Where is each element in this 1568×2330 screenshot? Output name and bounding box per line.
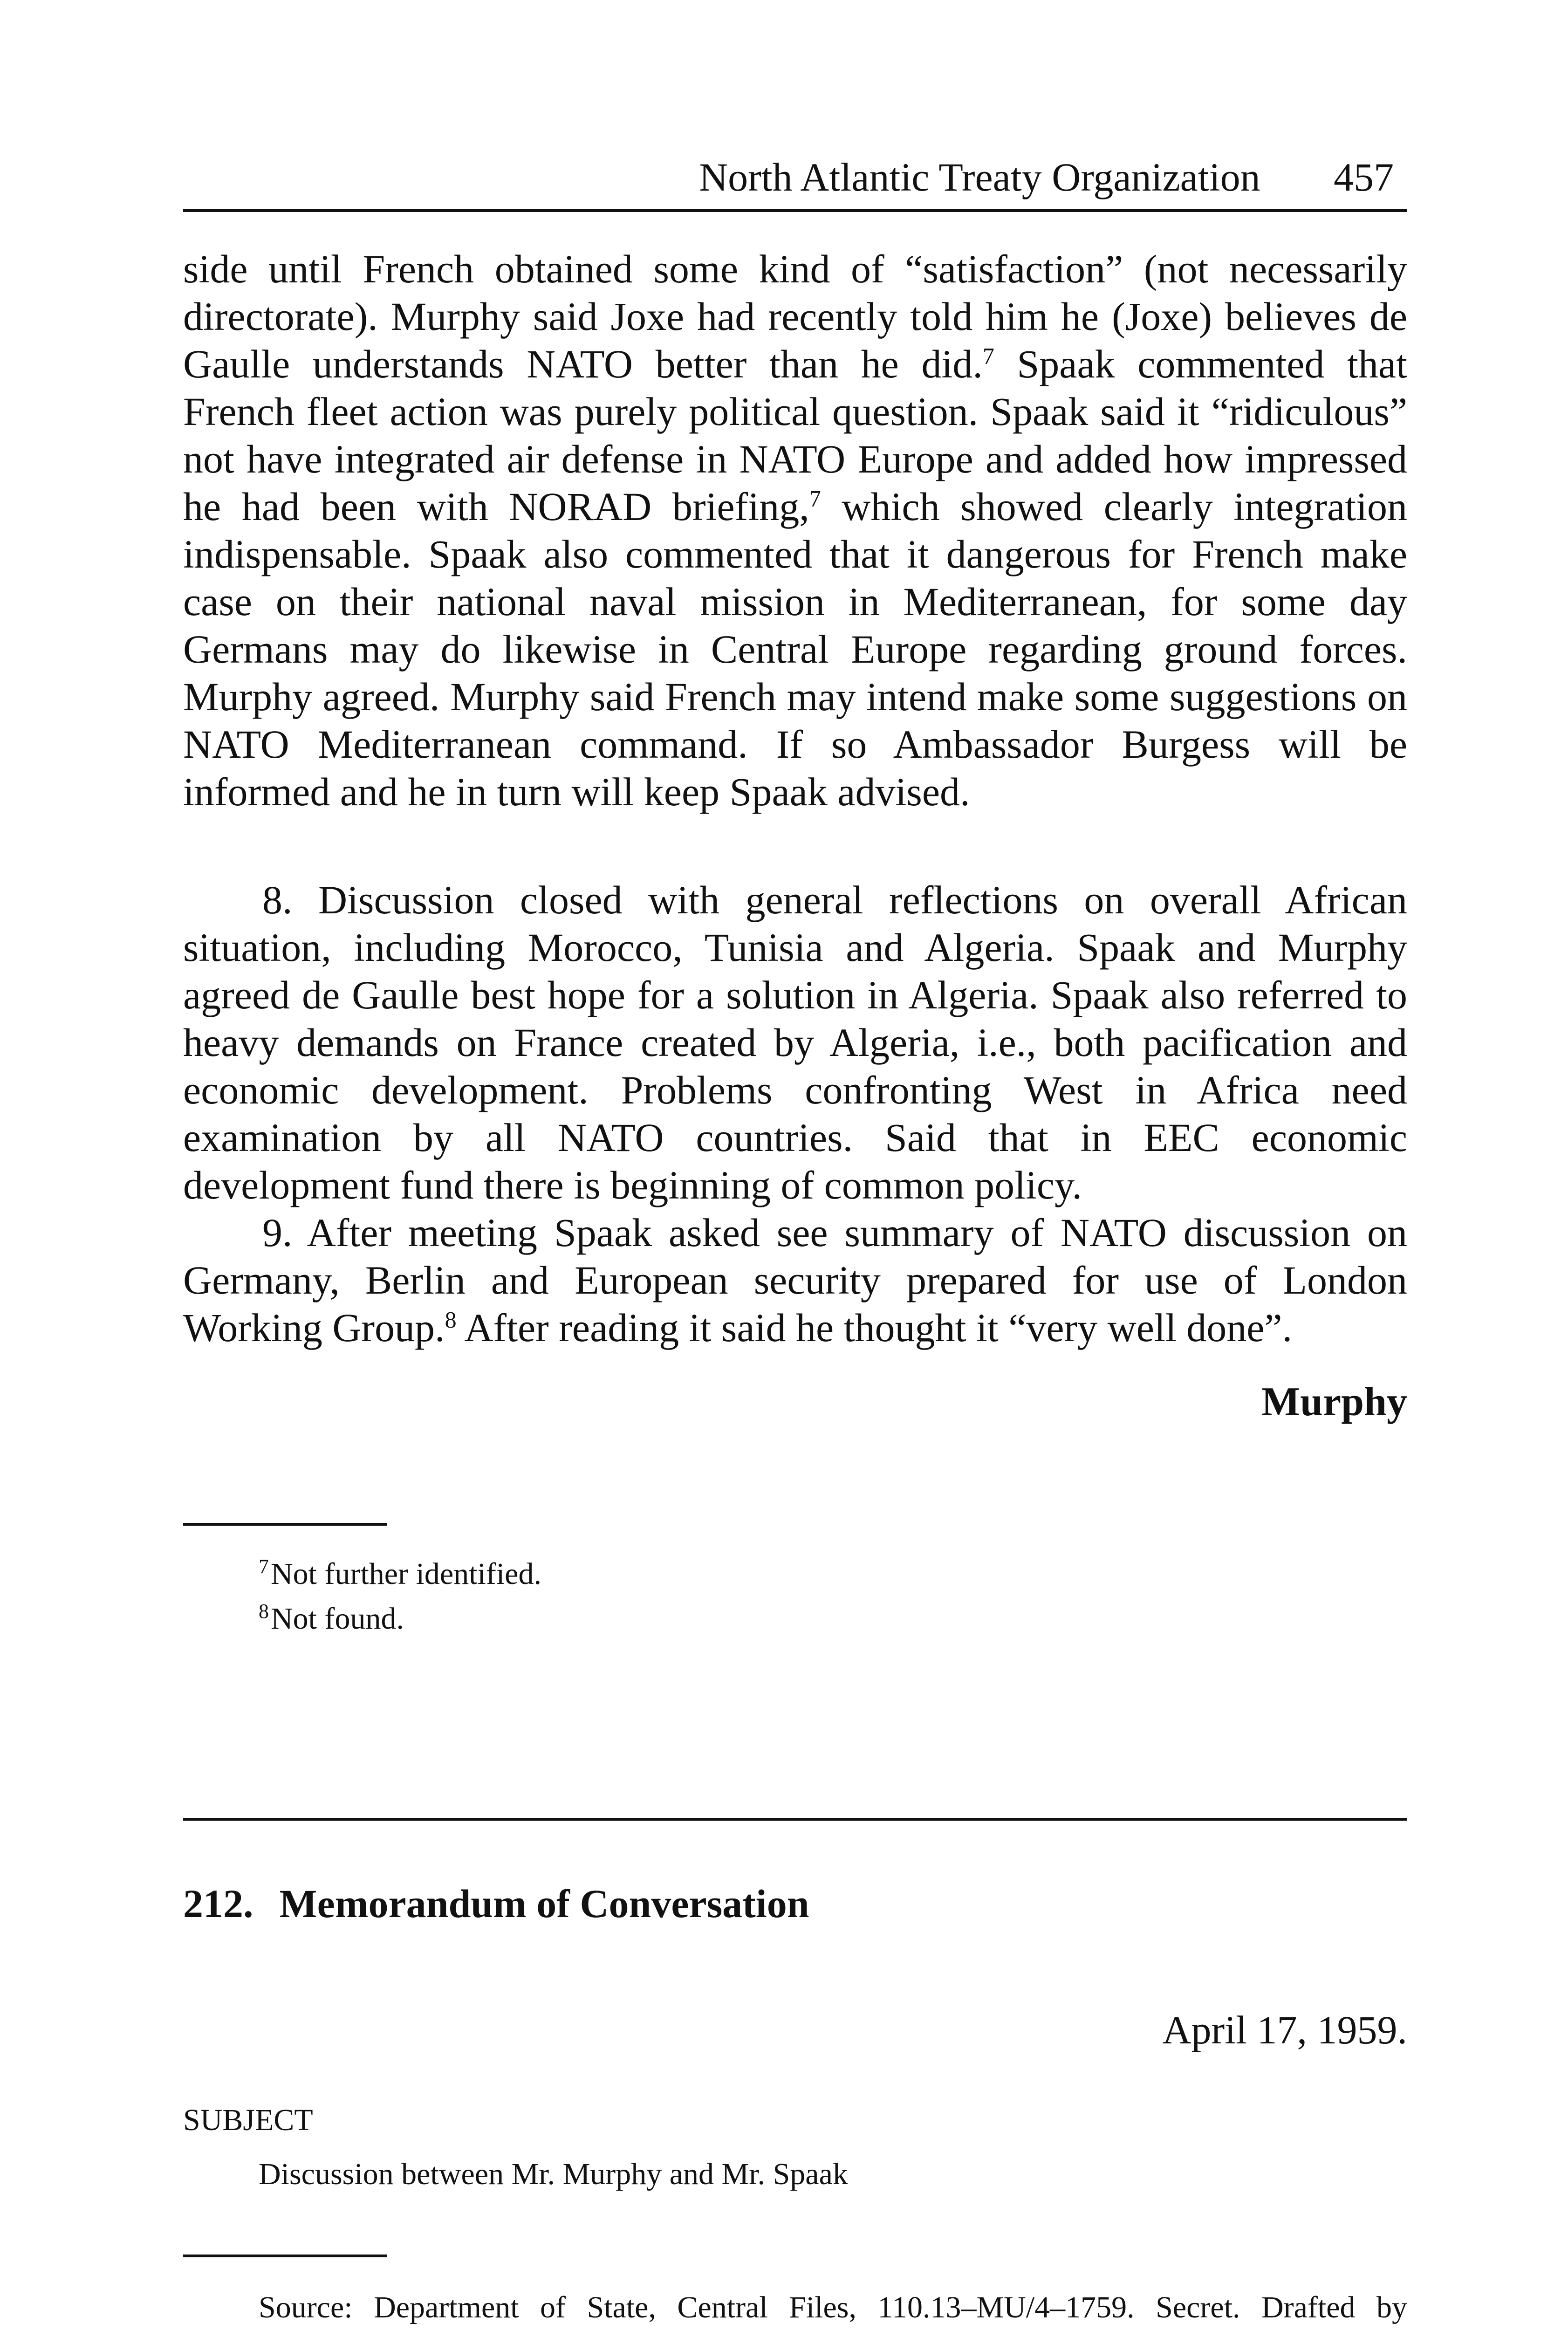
paragraph-text: side until French obtained some kind of “satisfaction” (not necessarily directorate). Murphy said Joxe had recently told him he (Joxe) believes de Gaulle understands NATO better than he did. [183, 247, 1407, 386]
section-divider [183, 1818, 1407, 1821]
paragraph-text: 9. After meeting Spaak asked see summary of NATO discussion on Germany, Berlin and European security prepared for use of London Working Group. [183, 1210, 1407, 1350]
footnote-ref-7: 7 [982, 343, 994, 369]
footnote-text: Not further identified. [271, 1557, 541, 1591]
document-title: Memorandum of Conversation [279, 1881, 809, 1926]
body-paragraph-3 [183, 1209, 1407, 1351]
source-footnote-rule [183, 2255, 387, 2257]
footnote-rule [183, 1523, 387, 1526]
subject-label: SUBJECT [183, 2103, 313, 2137]
footnote-ref-7: 7 [809, 485, 821, 512]
body-paragraph-1 [183, 245, 1407, 816]
signature: Murphy [1261, 1379, 1407, 1425]
footnote-number: 8 [259, 1600, 269, 1623]
footnote-number: 7 [259, 1555, 269, 1578]
document-heading [183, 1880, 809, 1927]
footnote-text: Not found. [271, 1602, 404, 1636]
document-number: 212. [183, 1881, 253, 1926]
paragraph-text: which showed clearly integration indispensable. Spaak also commented that it dangerous for French make case on their national naval mission in Mediterranean, for some day Germans may do likewise in Central Europe regarding ground forces. Murphy agreed. Murphy said French may intend make some suggestions on NATO Mediterranean command. If so Ambassador Burgess will be informed and he in turn will keep Spaak advised. [183, 484, 1407, 814]
page-number: 457 [1334, 155, 1394, 199]
footnote-ref-8: 8 [445, 1306, 457, 1333]
paragraph-text: Spaak commented that French fleet action was purely political question. Spaak said it “ridiculous” not have integrated air defense in NATO Europe and added how impressed he had been with NORAD briefing, [183, 342, 1407, 529]
subject-value: Discussion between Mr. Murphy and Mr. Spaak [259, 2157, 848, 2191]
paragraph-text: After reading it said he thought it “very well done”. [456, 1305, 1293, 1350]
document-date: April 17, 1959. [1162, 2008, 1407, 2052]
footnote-8 [259, 1601, 404, 1637]
source-note: Source: Department of State, Central Files, 110.13–MU/4–1759. Secret. Drafted by [259, 2290, 1407, 2324]
header-rule [183, 209, 1407, 212]
running-header-title: North Atlantic Treaty Organization [699, 155, 1260, 199]
body-paragraph-2: 8. Discussion closed with general reflections on overall African situation, including Morocco, Tunisia and Algeria. Spaak and Murphy agreed de Gaulle best hope for a solution in Algeria. Spaak also referred to heavy demands on France created by Algeria, i.e., both pacification and economic development. Problems confronting West in Africa need examination by all NATO countries. Said that in EEC economic development fund there is beginning of common policy. [183, 877, 1407, 1207]
footnote-7 [259, 1556, 541, 1592]
